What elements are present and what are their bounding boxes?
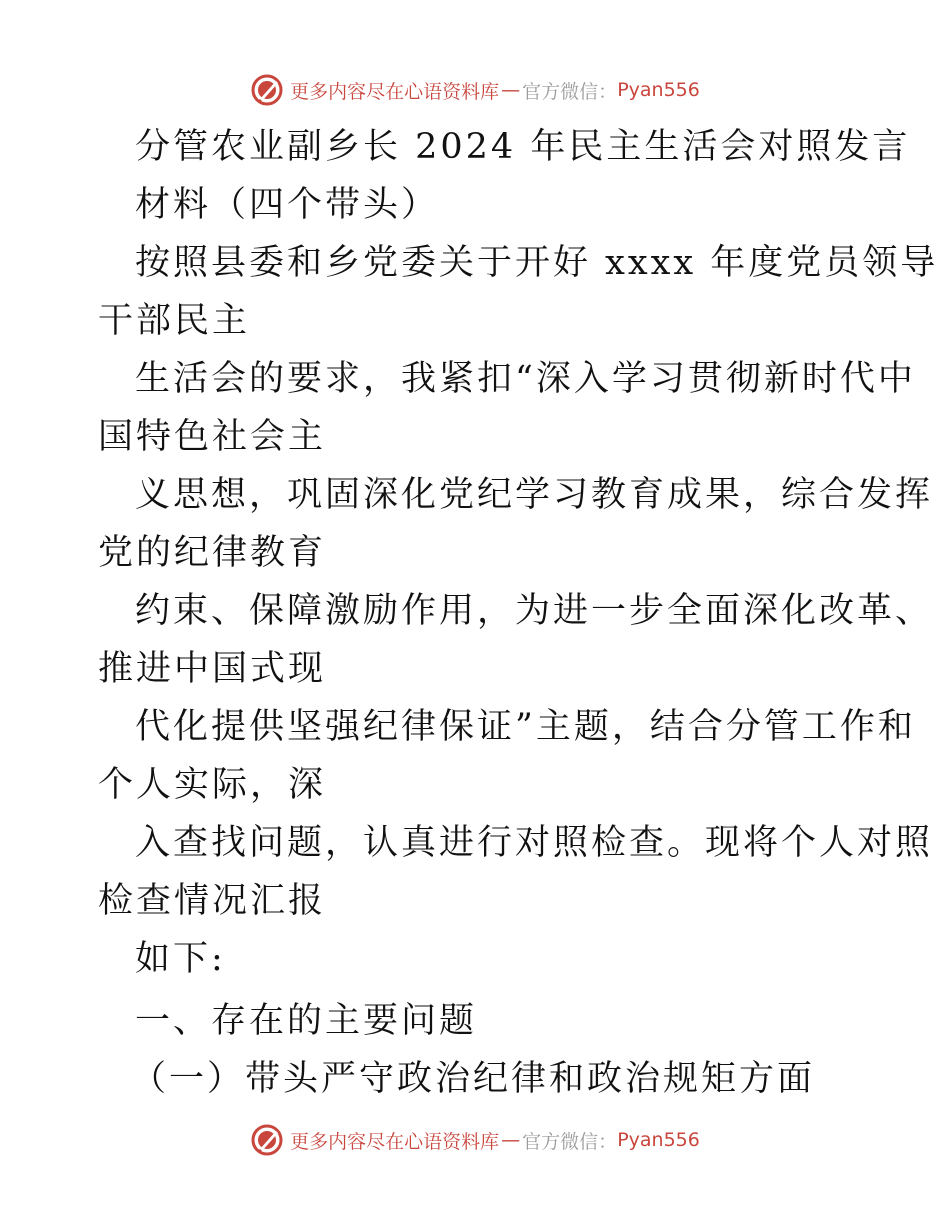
document-title-line-2: 材料（四个带头） — [135, 185, 440, 225]
subsection-heading: （一）带头严守政治纪律和政治规矩方面 — [131, 1059, 816, 1099]
watermark-label: 官方微信： — [522, 80, 618, 103]
paragraph-line: 如下: — [135, 939, 226, 979]
watermark-label: 官方微信： — [522, 1130, 618, 1153]
watermark-id: Pyan556 — [617, 79, 700, 101]
watermark-footer — [0, 1120, 950, 1160]
watermark-id: Pyan556 — [617, 1129, 700, 1151]
paragraph-line: 代化提供坚强纪律保证”主题，结合分管工作和 — [135, 707, 916, 747]
paragraph-line: 义思想，巩固深化党纪学习教育成果，综合发挥 — [135, 475, 934, 515]
paragraph-line: 推进中国式现 — [98, 649, 327, 689]
paragraph-line: 按照县委和乡党委关于开好 xxxx 年度党员领导 — [135, 243, 939, 283]
section-heading: 一、存在的主要问题 — [135, 1001, 478, 1041]
pen-logo-icon — [250, 1123, 284, 1157]
watermark-text: 更多内容尽在心语资料库 — [290, 80, 500, 103]
paragraph-line: 国特色社会主 — [98, 417, 327, 457]
paragraph-line: 干部民主 — [98, 301, 251, 341]
paragraph-line: 党的纪律教育 — [98, 533, 327, 573]
paragraph-line: 个人实际，深 — [98, 765, 327, 805]
watermark-dash: — — [501, 79, 521, 101]
paragraph-line: 检查情况汇报 — [98, 881, 327, 921]
paragraph-line: 生活会的要求，我紧扣“深入学习贯彻新时代中 — [135, 359, 916, 399]
paragraph-line: 约束、保障激励作用，为进一步全面深化改革、 — [135, 591, 934, 631]
watermark-text: 更多内容尽在心语资料库 — [290, 1130, 500, 1153]
watermark-dash: — — [501, 1129, 521, 1151]
paragraph-line: 入查找问题，认真进行对照检查。现将个人对照 — [135, 823, 934, 863]
watermark-header — [0, 70, 950, 110]
pen-logo-icon — [250, 73, 284, 107]
document-title-line-1: 分管农业副乡长 2024 年民主生活会对照发言 — [135, 127, 911, 167]
